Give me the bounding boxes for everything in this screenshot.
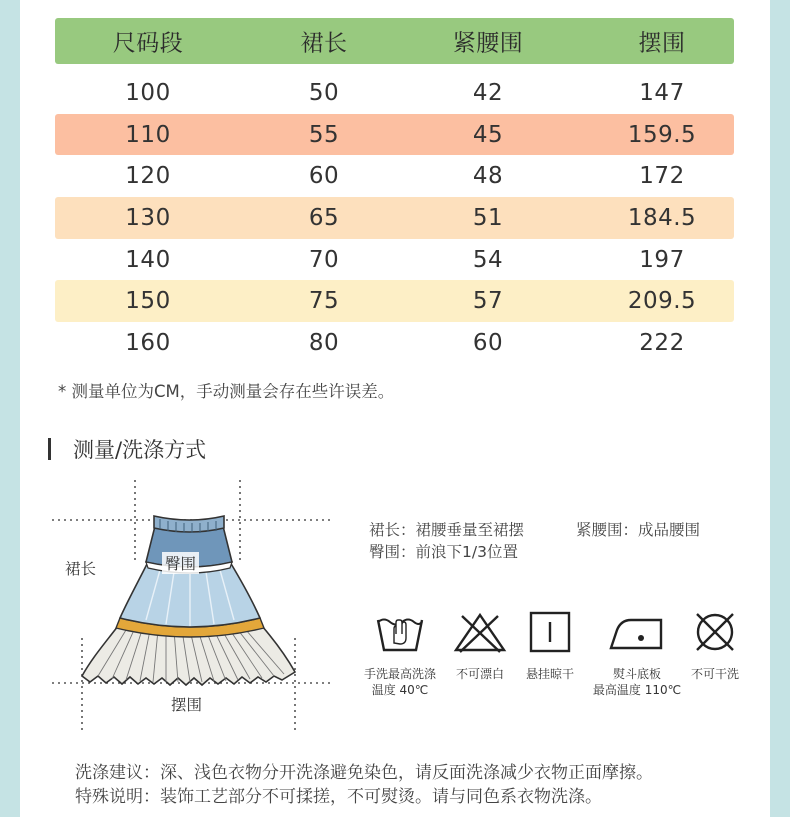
cell-hem: 147 — [639, 79, 685, 106]
table-row — [55, 155, 734, 197]
label-hem: 摆围 — [171, 696, 203, 714]
care-no-bleach-label: 不可漂白 — [455, 667, 504, 681]
cell-hem: 209.5 — [627, 288, 697, 315]
cell-waist: 60 — [472, 329, 504, 356]
measurement-note: * 测量单位为CM，手动测量会存在些许误差。 — [58, 382, 395, 401]
cell-waist: 42 — [472, 79, 504, 106]
special-note: 特殊说明：装饰工艺部分不可揉搓，不可熨烫。请与同色系衣物洗涤。 — [75, 787, 602, 807]
header-waist: 紧腰围 — [452, 30, 524, 57]
care-no-dry-clean — [683, 610, 747, 682]
cell-length: 80 — [308, 329, 340, 356]
label-hip: 臀围 — [162, 552, 199, 574]
cell-size: 110 — [125, 121, 171, 148]
hand-wash-icon — [375, 610, 425, 654]
care-iron-line2: 最高温度 110℃ — [592, 683, 682, 697]
cell-length: 75 — [308, 288, 340, 315]
header-size: 尺码段 — [112, 30, 184, 57]
table-row — [55, 72, 734, 114]
cell-size: 100 — [125, 79, 171, 106]
header-hem: 摆围 — [638, 30, 686, 57]
cell-waist: 51 — [472, 204, 504, 231]
cell-waist: 48 — [472, 163, 504, 190]
cell-size: 150 — [125, 288, 171, 315]
care-hand-wash — [358, 610, 442, 698]
no-dry-clean-icon — [693, 610, 737, 654]
care-iron-line1: 熨斗底板 — [612, 667, 661, 681]
cell-size: 140 — [125, 246, 171, 273]
cell-length: 65 — [308, 204, 340, 231]
measurement-waist-text: 紧腰围：成品腰围 — [576, 521, 701, 539]
line-dry-icon — [528, 610, 572, 654]
iron-icon — [607, 610, 667, 654]
size-table-header — [55, 18, 734, 64]
cell-waist: 57 — [472, 288, 504, 315]
care-line-dry-label: 悬挂晾干 — [525, 667, 574, 681]
cell-size: 120 — [125, 163, 171, 190]
cell-size: 160 — [125, 329, 171, 356]
cell-size: 130 — [125, 204, 171, 231]
section-title-text: 测量/洗涤方式 — [73, 438, 207, 462]
cell-length: 60 — [308, 163, 340, 190]
cell-hem: 222 — [639, 329, 685, 356]
measurement-length-text: 裙长：裙腰垂量至裙摆 — [369, 521, 525, 539]
cell-waist: 54 — [472, 246, 504, 273]
cell-waist: 45 — [472, 121, 504, 148]
measurement-hip-text: 臀围：前浪下1/3位置 — [369, 543, 518, 561]
care-hand-wash-line2: 温度 40℃ — [371, 683, 429, 697]
table-row — [55, 239, 734, 281]
care-iron — [587, 610, 687, 698]
table-row — [55, 280, 734, 322]
table-row — [55, 197, 734, 239]
care-no-bleach — [450, 610, 510, 682]
cell-hem: 197 — [639, 246, 685, 273]
label-skirt-length: 裙长 — [65, 560, 97, 578]
product-info-card — [20, 0, 770, 817]
care-hand-wash-line1: 手洗最高洗涤 — [363, 667, 436, 681]
table-row — [55, 322, 734, 364]
cell-length: 55 — [308, 121, 340, 148]
size-table — [55, 18, 734, 364]
wash-advice: 洗涤建议：深、浅色衣物分开洗涤避免染色，请反面洗涤减少衣物正面摩擦。 — [75, 763, 653, 783]
cell-hem: 159.5 — [627, 121, 697, 148]
care-line-dry — [520, 610, 580, 682]
title-bar-decoration — [48, 438, 51, 460]
cell-length: 50 — [308, 79, 340, 106]
no-bleach-icon — [452, 610, 508, 654]
cell-hem: 184.5 — [627, 204, 697, 231]
care-no-dry-clean-label: 不可干洗 — [690, 667, 739, 681]
cell-length: 70 — [308, 246, 340, 273]
section-title — [48, 434, 206, 464]
header-length: 裙长 — [300, 30, 348, 57]
skirt-measurement-diagram — [50, 478, 340, 738]
cell-hem: 172 — [639, 163, 685, 190]
table-row — [55, 114, 734, 156]
